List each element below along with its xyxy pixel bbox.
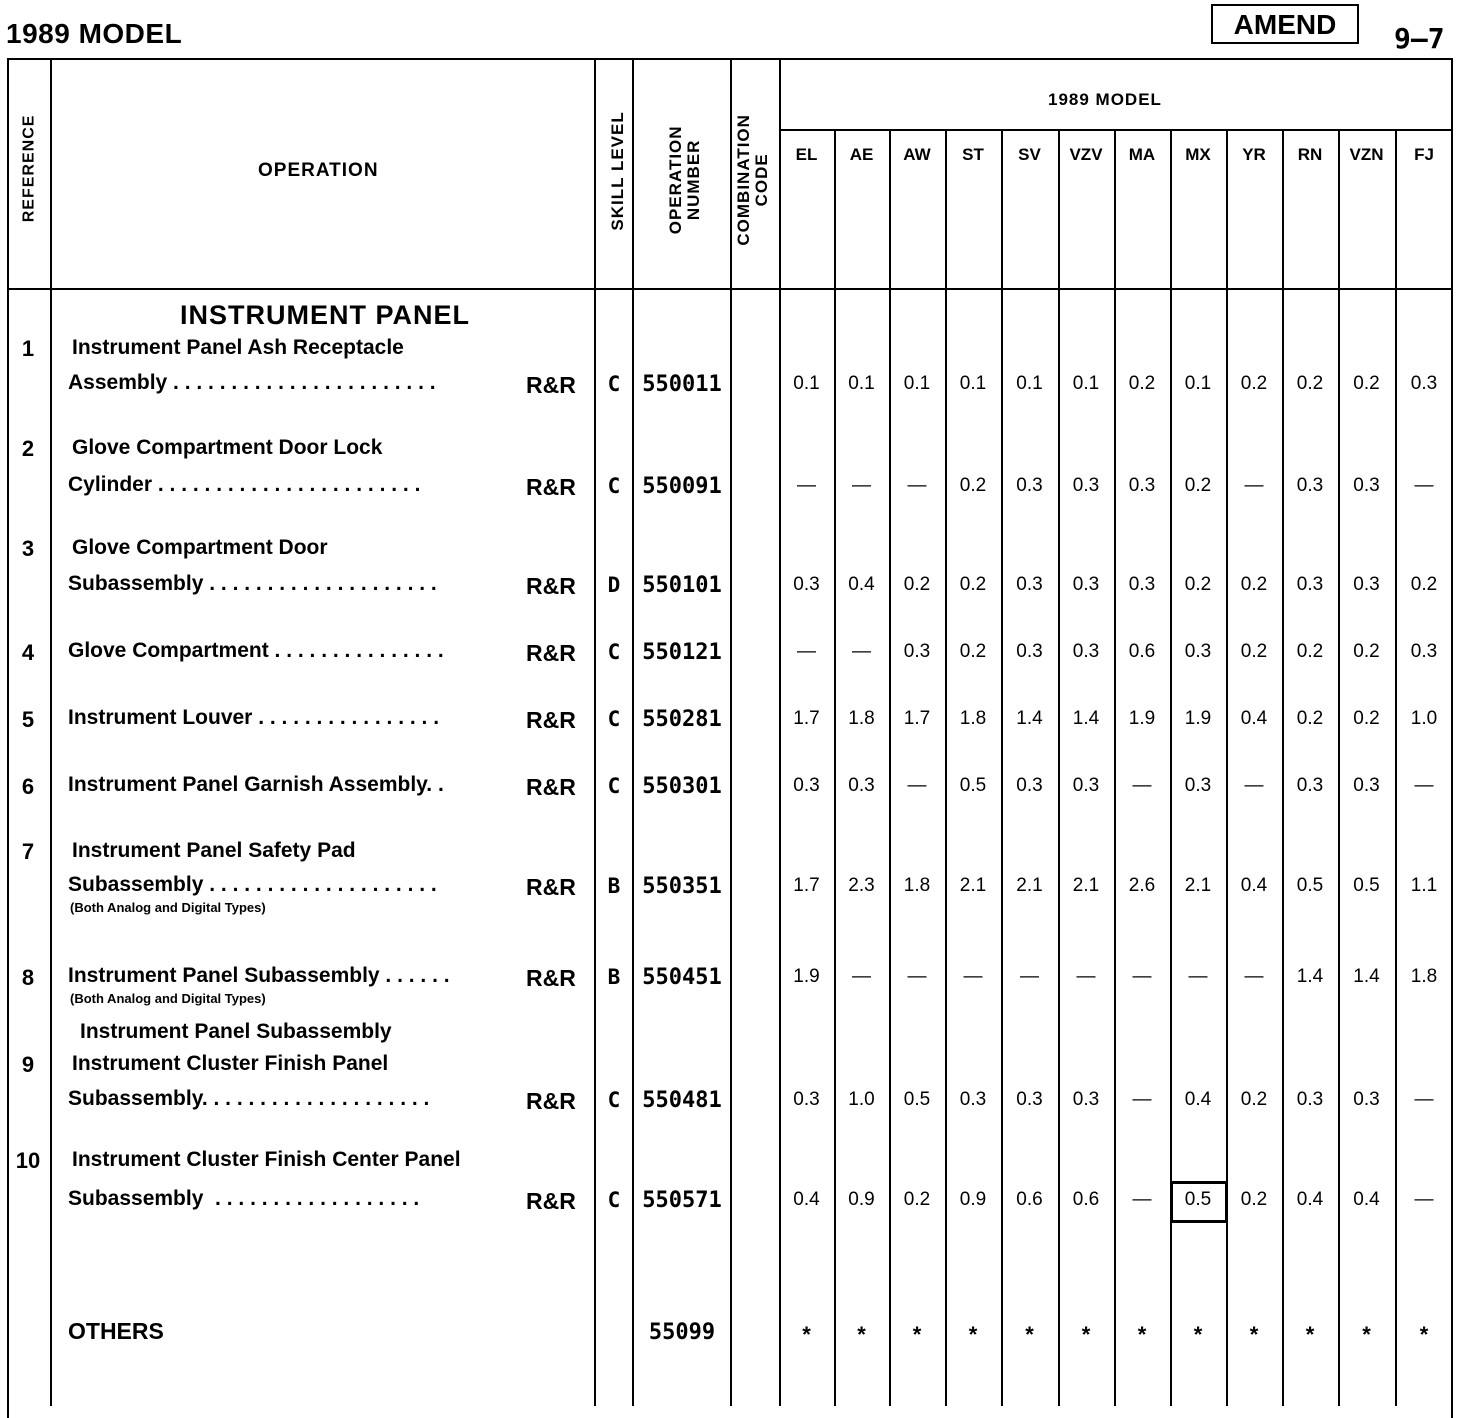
others-label: OTHERS — [68, 1318, 164, 1344]
operation-name-line1: Glove Compartment Door — [72, 536, 328, 559]
page-title: 1989 MODEL — [6, 18, 183, 49]
labor-time-cell: — — [1414, 775, 1434, 796]
labor-time-cell: 1.0 — [848, 1089, 875, 1110]
operation-number: 550571 — [642, 1188, 722, 1213]
labor-time-cell: — — [1414, 1189, 1434, 1210]
skill-level: C — [607, 707, 621, 731]
labor-time-cell: 0.4 — [848, 574, 875, 595]
labor-time-cell: 0.3 — [1353, 475, 1380, 496]
labor-time-cell: 0.5 — [1184, 1189, 1212, 1210]
operation-number-header-line2: NUMBER — [684, 139, 703, 221]
labor-time-cell: 0.3 — [793, 775, 820, 796]
action-code: R&R — [526, 707, 576, 733]
labor-time-cell: 0.3 — [903, 641, 931, 662]
labor-time-cell: 2.3 — [848, 875, 875, 896]
model-column-rule — [1395, 129, 1397, 1406]
model-column-header: MA — [1128, 145, 1156, 164]
operation-header: OPERATION — [258, 160, 379, 181]
labor-time-cell: * — [1081, 1322, 1091, 1347]
labor-time-cell: 2.1 — [1184, 875, 1212, 896]
labor-time-cell: 0.9 — [848, 1189, 875, 1210]
labor-time-cell: 0.1 — [793, 373, 820, 394]
operation-name-line2: Glove Compartment . . . . . . . . . . . . . . . — [68, 639, 444, 662]
operation-heading: Instrument Panel Subassembly — [80, 1020, 392, 1043]
labor-time-cell: * — [802, 1322, 811, 1347]
skill-level-header: SKILL LEVEL — [608, 111, 628, 231]
labor-time-cell: — — [797, 641, 816, 662]
labor-time-cell: 1.9 — [1184, 708, 1212, 729]
labor-time-cell: 0.2 — [1240, 641, 1268, 662]
model-column-header: VZV — [1069, 145, 1103, 164]
labor-time-cell: — — [1132, 1189, 1152, 1210]
operation-number: 550301 — [642, 774, 722, 799]
labor-time-cell: 0.6 — [1128, 641, 1156, 662]
model-column-rule — [1001, 129, 1003, 1406]
skill-level: C — [607, 1088, 621, 1112]
labor-time-cell: * — [1249, 1322, 1259, 1347]
labor-time-cell: 0.2 — [959, 475, 987, 496]
operation-number: 550101 — [642, 573, 722, 598]
operation-number-header — [667, 115, 703, 245]
reference-number: 2 — [21, 436, 35, 461]
operation-name-line2: Instrument Panel Garnish Assembly. . — [68, 773, 444, 796]
labor-time-cell: — — [1244, 966, 1264, 987]
reference-number: 5 — [21, 707, 35, 732]
combination-code-header — [735, 110, 771, 250]
labor-time-cell: 0.3 — [1353, 1089, 1380, 1110]
labor-time-cell: — — [1132, 966, 1152, 987]
labor-time-cell: 0.5 — [1353, 875, 1380, 896]
labor-time-cell: 0.2 — [1184, 475, 1212, 496]
labor-time-cell: 0.1 — [959, 373, 987, 394]
action-code: R&R — [526, 372, 576, 398]
section-title: INSTRUMENT PANEL — [180, 300, 470, 330]
labor-time-cell: 0.1 — [903, 373, 931, 394]
operation-name-line2: Cylinder . . . . . . . . . . . . . . . . . . . . . . . — [68, 473, 421, 496]
labor-time-cell: 0.3 — [1353, 775, 1380, 796]
action-code: R&R — [526, 1088, 576, 1114]
model-column-rule — [834, 129, 836, 1406]
operation-number: 550091 — [642, 474, 722, 499]
model-column-rule — [1058, 129, 1060, 1406]
labor-time-cell: 1.4 — [1072, 708, 1100, 729]
skill-level: C — [607, 640, 621, 664]
labor-time-cell: 0.4 — [1240, 875, 1268, 896]
labor-time-cell: * — [1362, 1322, 1371, 1347]
labor-time-cell: 0.4 — [1240, 708, 1268, 729]
model-column-header: AE — [849, 145, 874, 164]
labor-time-cell: — — [963, 966, 983, 987]
model-column-rule — [1114, 129, 1116, 1406]
labor-time-cell: 0.3 — [1128, 574, 1156, 595]
labor-time-cell: — — [1414, 475, 1434, 496]
operation-name-line2: Subassembly . . . . . . . . . . . . . . . . . . — [68, 1187, 420, 1210]
labor-time-cell: 0.3 — [793, 574, 820, 595]
header-bottom-rule — [7, 288, 1453, 290]
column-rule — [50, 58, 52, 1406]
model-column-rule — [1338, 129, 1340, 1406]
operation-number-header-line1: OPERATION — [666, 125, 686, 235]
labor-time-cell: 0.1 — [1016, 373, 1043, 394]
labor-time-cell: 1.8 — [848, 708, 875, 729]
model-column-header: RN — [1297, 145, 1323, 164]
labor-time-cell: 0.3 — [1072, 574, 1100, 595]
labor-time-cell: 0.2 — [1353, 373, 1380, 394]
model-column-rule — [1282, 129, 1284, 1406]
labor-time-cell: 0.2 — [903, 574, 931, 595]
labor-time-cell: — — [797, 475, 816, 496]
labor-time-cell: * — [1025, 1322, 1034, 1347]
labor-time-cell: — — [1244, 475, 1264, 496]
labor-time-cell: 0.2 — [903, 1189, 931, 1210]
labor-time-cell: — — [852, 966, 871, 987]
action-code: R&R — [526, 1188, 576, 1214]
operation-name-line1: Instrument Panel Ash Receptacle — [72, 336, 404, 359]
labor-time-cell: 0.2 — [1410, 574, 1438, 595]
labor-time-cell: 0.4 — [1296, 1189, 1324, 1210]
labor-time-cell: 0.2 — [1240, 574, 1268, 595]
labor-time-cell: 1.0 — [1410, 708, 1438, 729]
labor-time-cell: 0.5 — [959, 775, 987, 796]
labor-time-cell: 0.4 — [793, 1189, 820, 1210]
reference-number: 4 — [21, 640, 35, 665]
action-code: R&R — [526, 573, 576, 599]
model-group-rule — [779, 129, 1453, 131]
labor-time-cell: 0.5 — [1296, 875, 1324, 896]
operation-number: 550351 — [642, 874, 722, 899]
labor-time-cell: 0.3 — [1016, 574, 1043, 595]
labor-time-cell: 0.2 — [1128, 373, 1156, 394]
action-code: R&R — [526, 474, 576, 500]
labor-time-cell: 1.7 — [793, 708, 820, 729]
labor-time-cell: 0.6 — [1016, 1189, 1043, 1210]
labor-time-cell: 0.3 — [1410, 641, 1438, 662]
model-column-header: FJ — [1414, 145, 1434, 164]
labor-time-cell: 0.3 — [1184, 641, 1212, 662]
labor-time-cell: 1.9 — [793, 966, 820, 987]
labor-time-cell: 0.3 — [1296, 775, 1324, 796]
operation-number: 550481 — [642, 1088, 722, 1113]
labor-time-cell: 0.3 — [1072, 475, 1100, 496]
model-column-header: EL — [795, 145, 818, 164]
skill-level: C — [607, 372, 621, 396]
operation-name-line2: Subassembly . . . . . . . . . . . . . . . . . . . . — [68, 873, 437, 896]
operation-name-line1: Instrument Panel Safety Pad — [72, 839, 356, 862]
labor-time-cell: 0.2 — [1240, 1189, 1268, 1210]
action-code: R&R — [526, 774, 576, 800]
reference-number: 6 — [21, 774, 35, 799]
labor-time-cell: * — [1419, 1322, 1429, 1347]
labor-time-cell: 0.3 — [848, 775, 875, 796]
labor-time-cell: — — [907, 475, 927, 496]
reference-number: 9 — [21, 1052, 35, 1077]
labor-time-cell: 0.1 — [848, 373, 875, 394]
labor-time-cell: 0.6 — [1072, 1189, 1100, 1210]
labor-time-cell: 2.6 — [1128, 875, 1156, 896]
labor-time-cell: * — [912, 1322, 922, 1347]
labor-time-cell: 0.1 — [1072, 373, 1100, 394]
action-code: R&R — [526, 640, 576, 666]
labor-time-cell: 0.3 — [793, 1089, 820, 1110]
skill-level: C — [607, 1188, 621, 1212]
labor-time-cell: 0.2 — [959, 641, 987, 662]
labor-time-cell: — — [1020, 966, 1039, 987]
labor-time-cell: * — [1193, 1322, 1203, 1347]
operation-number: 550011 — [642, 372, 722, 397]
column-rule — [730, 58, 732, 1406]
labor-time-cell: 0.3 — [1296, 1089, 1324, 1110]
page-number: 9–7 — [1394, 22, 1445, 55]
labor-time-cell: 0.2 — [1240, 373, 1268, 394]
operation-name-line1: Instrument Cluster Finish Panel — [72, 1052, 389, 1075]
combination-code-header-line2: CODE — [752, 153, 771, 207]
operation-note: (Both Analog and Digital Types) — [70, 900, 266, 915]
skill-level: B — [607, 874, 621, 898]
labor-time-cell: 1.4 — [1353, 966, 1380, 987]
labor-time-cell: 0.3 — [1072, 775, 1100, 796]
model-column-header: ST — [962, 145, 984, 164]
labor-time-cell: 0.2 — [1296, 708, 1324, 729]
operation-name-line2: Instrument Panel Subassembly . . . . . . — [68, 964, 450, 987]
operation-number: 550281 — [642, 707, 722, 732]
labor-time-cell: — — [1414, 1089, 1434, 1110]
model-group-header: 1989 MODEL — [1048, 90, 1162, 109]
labor-time-cell: 1.4 — [1296, 966, 1324, 987]
labor-time-cell: — — [1188, 966, 1208, 987]
labor-time-cell: * — [1137, 1322, 1147, 1347]
labor-time-cell: 0.4 — [1184, 1089, 1212, 1110]
labor-time-cell: — — [852, 475, 871, 496]
labor-time-cell: — — [1076, 966, 1096, 987]
reference-number: 7 — [21, 839, 35, 864]
labor-time-cell: 2.1 — [959, 875, 987, 896]
reference-number: 10 — [15, 1148, 41, 1173]
labor-time-cell: 0.1 — [1184, 373, 1212, 394]
skill-level: D — [607, 573, 621, 597]
skill-level: C — [607, 474, 621, 498]
labor-time-cell: 0.4 — [1353, 1189, 1380, 1210]
labor-time-cell: 0.3 — [1016, 475, 1043, 496]
labor-time-cell: — — [1244, 775, 1264, 796]
action-code: R&R — [526, 874, 576, 900]
skill-level: B — [607, 965, 621, 989]
combination-code-header-line1: COMBINATION — [734, 114, 754, 246]
model-column-header: AW — [903, 145, 931, 164]
labor-time-cell: 0.3 — [1016, 641, 1043, 662]
labor-time-cell: 0.3 — [1184, 775, 1212, 796]
labor-time-cell: 0.3 — [959, 1089, 987, 1110]
operation-number: 550121 — [642, 640, 722, 665]
operation-name-line2: Instrument Louver . . . . . . . . . . . . . . . . — [68, 706, 440, 729]
labor-time-cell: 1.4 — [1016, 708, 1043, 729]
labor-time-cell: 0.3 — [1296, 574, 1324, 595]
labor-time-cell: 0.3 — [1072, 1089, 1100, 1110]
labor-time-cell: 0.2 — [1296, 373, 1324, 394]
action-code: R&R — [526, 965, 576, 991]
operation-name-line1: Glove Compartment Door Lock — [72, 436, 383, 459]
model-column-rule — [945, 129, 947, 1406]
labor-time-cell: — — [907, 775, 927, 796]
operation-name-line2: Assembly . . . . . . . . . . . . . . . . . . . . . . . — [68, 371, 436, 394]
labor-time-cell: — — [1132, 1089, 1152, 1110]
model-column-rule — [889, 129, 891, 1406]
labor-time-cell: 1.7 — [793, 875, 820, 896]
labor-time-cell: 1.7 — [903, 708, 931, 729]
labor-time-cell: 1.9 — [1128, 708, 1156, 729]
labor-time-cell: 0.2 — [1353, 641, 1380, 662]
labor-time-cell: 1.8 — [959, 708, 987, 729]
labor-time-cell: 0.3 — [1016, 1089, 1043, 1110]
reference-header: REFERENCE — [20, 114, 38, 223]
model-column-header: SV — [1018, 145, 1041, 164]
operation-name-line1: Instrument Cluster Finish Center Panel — [72, 1148, 461, 1171]
labor-time-cell: 0.2 — [1240, 1089, 1268, 1110]
labor-time-cell: 0.3 — [1410, 373, 1438, 394]
others-operation-number: 55099 — [648, 1320, 716, 1345]
labor-time-cell: 1.1 — [1410, 875, 1438, 896]
reference-number: 1 — [21, 336, 35, 361]
labor-time-cell: 0.3 — [1072, 641, 1100, 662]
labor-time-cell: 0.3 — [1353, 574, 1380, 595]
labor-time-cell: — — [852, 641, 871, 662]
model-column-header: VZN — [1349, 145, 1384, 164]
labor-time-cell: 0.3 — [1128, 475, 1156, 496]
labor-time-cell: * — [1305, 1322, 1315, 1347]
labor-time-cell: 0.5 — [903, 1089, 931, 1110]
reference-number: 3 — [21, 536, 35, 561]
labor-time-cell: 0.2 — [959, 574, 987, 595]
labor-time-cell: 2.1 — [1072, 875, 1100, 896]
model-column-header: MX — [1185, 145, 1211, 164]
labor-time-cell: 2.1 — [1016, 875, 1043, 896]
labor-time-cell: * — [857, 1322, 866, 1347]
model-column-header: YR — [1242, 145, 1266, 164]
labor-time-cell: * — [968, 1322, 978, 1347]
highlight-box — [1170, 1181, 1228, 1223]
labor-time-cell: 0.3 — [1016, 775, 1043, 796]
operation-name-line2: Subassembly. . . . . . . . . . . . . . . . . . . . — [68, 1087, 430, 1110]
labor-time-cell: — — [907, 966, 927, 987]
labor-time-cell: 0.2 — [1296, 641, 1324, 662]
skill-level: C — [607, 774, 621, 798]
operation-name-line2: Subassembly . . . . . . . . . . . . . . . . . . . . — [68, 572, 437, 595]
amend-badge: AMEND — [1211, 4, 1359, 44]
labor-time-cell: 1.8 — [1410, 966, 1438, 987]
operation-note: (Both Analog and Digital Types) — [70, 991, 266, 1006]
labor-time-cell: 1.8 — [903, 875, 931, 896]
operation-number: 550451 — [642, 965, 722, 990]
labor-time-cell: 0.2 — [1184, 574, 1212, 595]
labor-time-cell: 0.3 — [1296, 475, 1324, 496]
labor-time-cell: 0.2 — [1353, 708, 1380, 729]
labor-time-cell: — — [1132, 775, 1152, 796]
labor-time-cell: 0.9 — [959, 1189, 987, 1210]
reference-number: 8 — [21, 965, 35, 990]
